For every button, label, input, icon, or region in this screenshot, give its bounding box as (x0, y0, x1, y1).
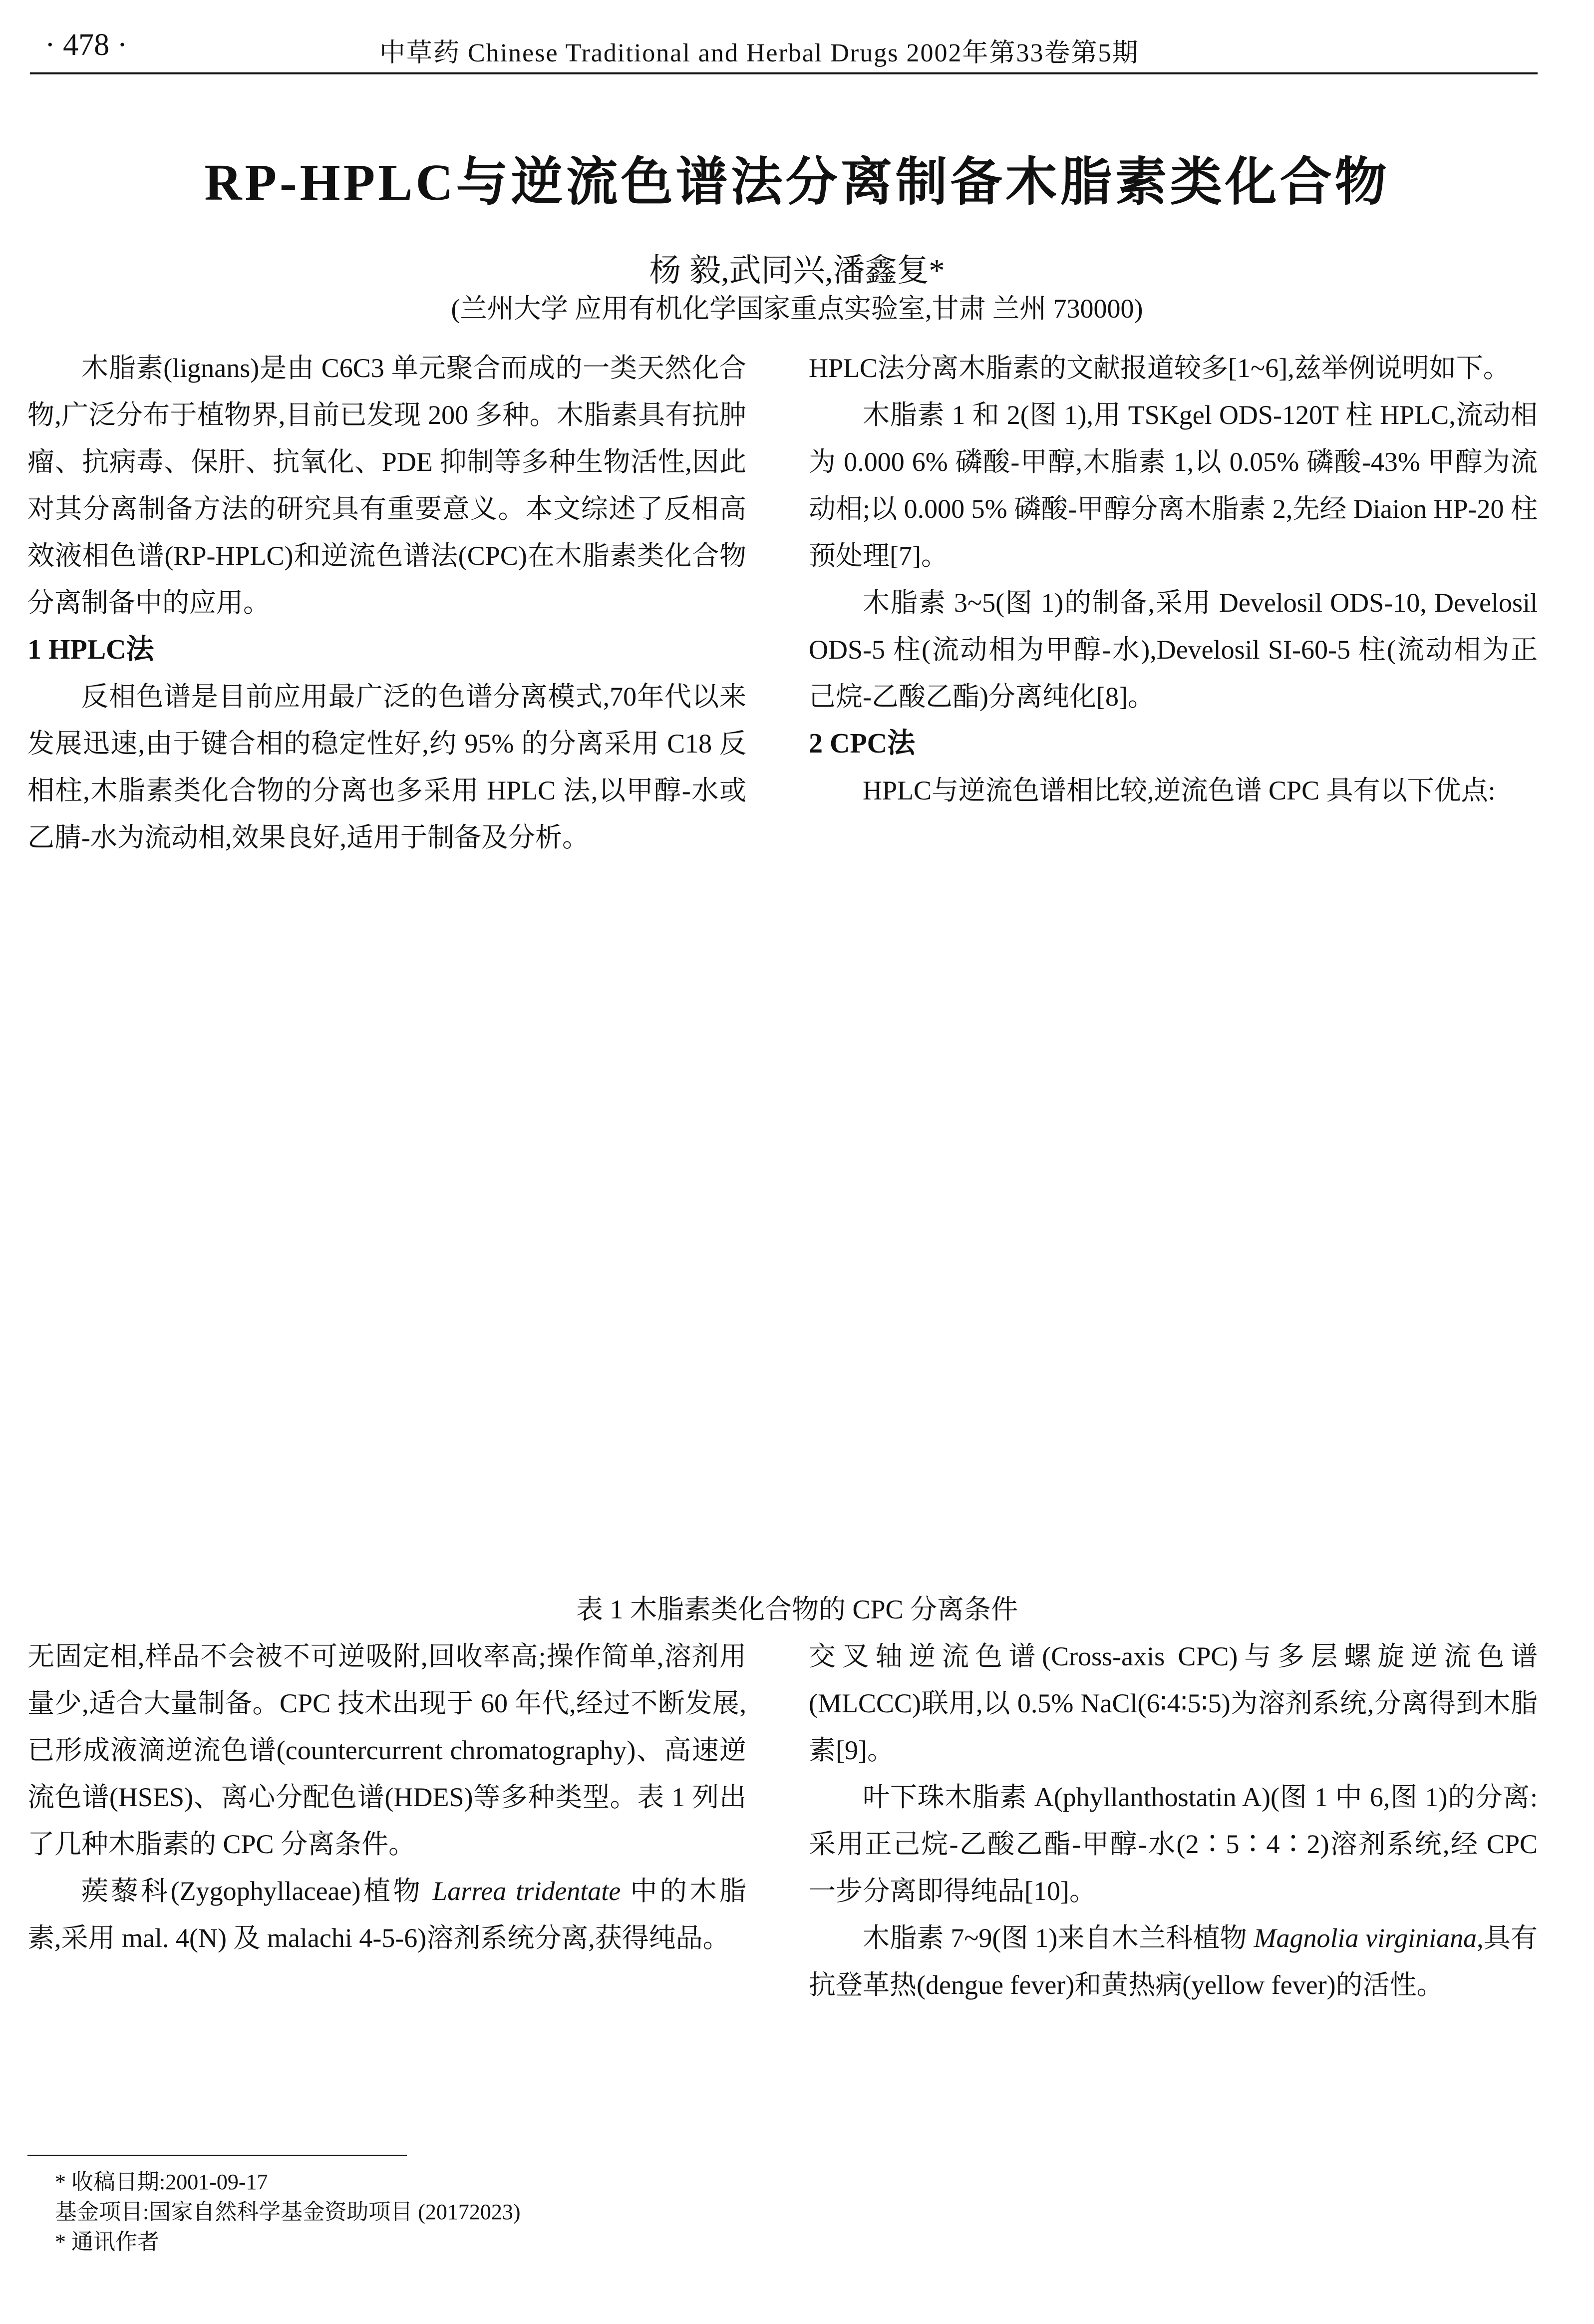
running-header (30, 27, 1538, 82)
table-caption: 表 1 木脂素类化合物的 CPC 分离条件 (576, 1594, 1018, 1624)
paragraph (27, 1868, 746, 1961)
paragraph: 叶下珠木脂素 A(phyllanthostatin A)(图 1 中 6,图 1)的分离:采用正己烷-乙酸乙酯-甲醇-水(2∶5∶4∶2)溶剂系统,经 CPC 一步分离即得纯品[10]。 (809, 1782, 1538, 1906)
paragraph: HPLC与逆流色谱相比较,逆流色谱 CPC 具有以下优点: (863, 775, 1496, 805)
paragraph: 无固定相,样品不会被不可逆吸附,回收率高;操作简单,溶剂用量少,适合大量制备。CPC 技术出现于 60 年代,经过不断发展,已形成液滴逆流色谱(countercurrent chromatography)、高速逆流色谱(HSES)、离心分配色谱(HDES)等多种类型。表 1 列出了几种木脂素的 CPC 分离条件。 (27, 1641, 746, 1859)
text-run: 中的木脂素,采用 mal. 4(N) 及 malachi 4-5-6)溶剂系统分离,获得纯品。 (27, 1876, 746, 1953)
paragraph: 木脂素 1 和 2(图 1),用 TSKgel ODS-120T 柱 HPLC,流动相为 0.000 6% 磷酸-甲醇,木脂素 1,以 0.05% 磷酸-43% 甲醇为流动相;以 0.000 5% 磷酸-甲醇分离木脂素 2,先经 Diaion HP-20 柱预处理[7]。 (809, 400, 1538, 571)
species-name: Larrea tridentate (432, 1876, 621, 1906)
footnote-rule (27, 2155, 407, 2156)
paragraph: 木脂素(lignans)是由 C6C3 单元聚合而成的一类天然化合物,广泛分布于植物界,目前已发现 200 多种。木脂素具有抗肿瘤、抗病毒、保肝、抗氧化、PDE 抑制等多种生物活性,因此对其分离制备方法的研究具有重要意义。本文综述了反相高效液相色谱(RP-HPLC)和逆流色谱法(CPC)在木脂素类化合物分离制备中的应用。 (27, 353, 746, 618)
section-heading: 2 CPC法 (809, 728, 916, 759)
received-date: * 收稿日期:2001-09-17 (55, 2170, 268, 2194)
header-rule (30, 72, 1538, 74)
species-name: Magnolia virginiana (1254, 1923, 1477, 1953)
running-title: 中草药 Chinese Traditional and Herbal Drugs 2002年第33卷第5期 (379, 39, 1139, 67)
authors: 杨 毅,武同兴,潘鑫复* (649, 253, 945, 288)
left-column-bottom (27, 1633, 746, 1961)
text-run: ,具有抗登革热(dengue fever)和黄热病(yellow fever)的活性。 (809, 1923, 1538, 2000)
corresponding-author: * 通讯作者 (55, 2230, 159, 2254)
text-run: 蒺藜科(Zygophyllaceae)植物 (81, 1876, 433, 1906)
figure-area (27, 949, 1538, 1578)
fund-info: 基金项目:国家自然科学基金资助项目 (20172023) (55, 2200, 521, 2224)
footnote (55, 2167, 854, 2257)
affiliation: (兰州大学 应用有机化学国家重点实验室,甘肃 兰州 730000) (451, 294, 1143, 324)
paragraph: HPLC法分离木脂素的文献报道较多[1~6],兹举例说明如下。 (809, 353, 1510, 383)
right-column-top (809, 345, 1538, 814)
paragraph (809, 1915, 1538, 2008)
text-run: 木脂素 7~9(图 1)来自木兰科植物 (863, 1923, 1254, 1953)
page-number: · 478 · (45, 28, 128, 62)
paragraph: 木脂素 3~5(图 1)的制备,采用 Develosil ODS-10, Develosil ODS-5 柱(流动相为甲醇-水),Develosil SI-60-5 柱(流动相为正己烷-乙酸乙酯)分离纯化[8]。 (809, 588, 1538, 712)
left-column-top (27, 345, 746, 861)
right-column-bottom (809, 1633, 1538, 2008)
paragraph: 交叉轴逆流色谱(Cross-axis CPC)与多层螺旋逆流色谱(MLCCC)联用,以 0.5% NaCl(6∶4∶5∶5)为溶剂系统,分离得到木脂素[9]。 (809, 1641, 1538, 1765)
section-heading: 1 HPLC法 (27, 634, 154, 665)
article-title: RP-HPLC与逆流色谱法分离制备木脂素类化合物 (204, 154, 1390, 211)
paragraph: 反相色谱是目前应用最广泛的色谱分离模式,70年代以来发展迅速,由于键合相的稳定性好,约 95% 的分离采用 C18 反相柱,木脂素类化合物的分离也多采用 HPLC 法,以甲醇-水或乙腈-水为流动相,效果良好,适用于制备及分析。 (27, 682, 746, 852)
